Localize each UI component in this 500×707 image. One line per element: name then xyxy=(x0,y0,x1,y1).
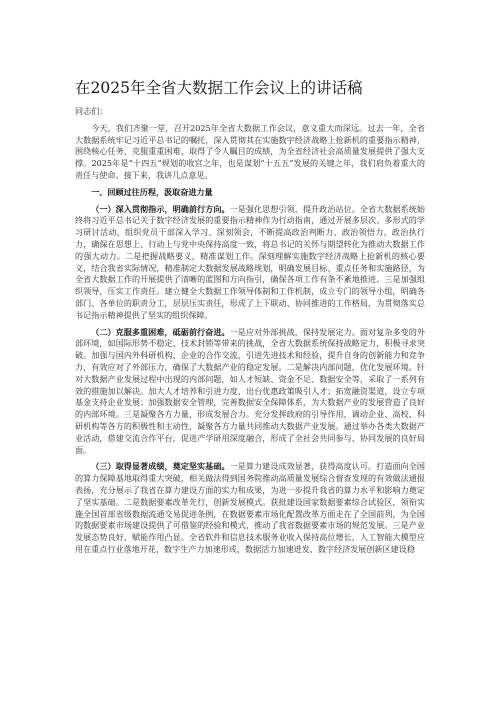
paragraph-1-lead: （一）深入贯彻指示，明确前行方向。 xyxy=(91,203,230,214)
paragraph-1-text: 一是强化思想引领，提升政治站位。全省大数据系统始终将习近平总书记关于数字经济发展的重要指示精神作为行动指南，通过开展多层次、多形式的学习研讨活动，组织党员干部深入学习、深刻领会，不断提高政治判断力、政治领悟力、政治执行力，确保在思想上、行动上与党中央保持高度一致，将总书记的关怀与期望转化为推动大数据工作的强大动力。二是把握战略要义，精准谋划工作。深刻理解实施数字经济战略上抢新机的核心要义，结合我省实际情况，精准制定大数据发展战略规划，明确发展目标、重点任务和实施路径，为全省大数据工作的开展提供了清晰的蓝图和方向指引，确保各项工作有条不紊地推进。三是加强组织领导，压实工作责任。建立健全大数据工作领导体制和工作机制，成立专门的领导小组，明确各部门、各单位的职责分工，层层压实责任，形成了上下联动、协同推进的工作格局，为贯彻落实总书记指示精神提供了坚实的组织保障。 xyxy=(75,203,425,320)
paragraph-2-lead: （二）克服多重困难，砥砺前行奋进。 xyxy=(91,326,230,337)
section-heading: 一、回顾过往历程，汲取奋进力量 xyxy=(91,186,213,197)
paragraph-1 xyxy=(75,204,425,322)
paragraph-3-text: 一是算力建设成效显著，获得高度认可。打造面向全国的算力保障基地取得重大突破，相关做法得到国务院推动高质量发展综合督查发现的有效做法通报表扬，充分展示了我省在算力建设方面的实力和成果，为进一步提升我省的算力水平和影响力奠定了坚实基础。二是数据要素改革先行，创新发展模式。获批建设国家数据要素综合试验区，领衔实施全国首部省级数据流通交易促进条例，在数据要素市场化配置改革方面走在了全国前列，为全国的数据要素市场建设提供了可借鉴的经验和模式，推动了我省数据要素市场的规范发展。三是产业发展态势良好，赋能作用凸显。全省软件和信息技术服务业收入保持高位增长，人工智能大模型应用在重点行业落地开花，数字生产力加速形成，数据活力加速迸发，数字经济发展创新区建设稳 xyxy=(75,461,425,554)
paragraph-2 xyxy=(75,327,425,457)
paragraph-2-text: 一是应对外部挑战，保持发展定力。面对复杂多变的外部环境，如国际形势不稳定、技术封锁等带来的挑战，全省大数据系统保持战略定力，积极寻求突破。加强与国内外科研机构、企业的合作交流，引进先进技术和经验，提升自身的创新能力和竞争力，有效应对了外部压力，确保了大数据产业的稳定发展。二是解决内部问题，优化发展环境。针对大数据产业发展过程中出现的内部问题，如人才短缺、资金不足、数据安全等，采取了一系列有效的措施加以解决。加大人才培养和引进力度，出台优惠政策吸引人才；拓宽融资渠道，设立专项基金支持企业发展；加强数据安全管理，完善数据安全保障体系，为大数据产业的发展营造了良好的内部环境。三是凝聚各方力量，形成发展合力。充分发挥政府的引导作用，调动企业、高校、科研机构等各方的积极性和主动性，凝聚各方力量共同推动大数据产业发展。通过举办各类大数据产业活动，搭建交流合作平台，促进产学研用深度融合，形成了全社会共同参与、协同发展的良好局面。 xyxy=(75,326,425,455)
intro-paragraph: 今天，我们齐聚一堂，召开2025年全省大数据工作会议，意义重大而深远。过去一年，全省大数据系统牢记习近平总书记的嘱托，深入贯彻其在实施数字经济战略上抢新机的重要指示精神，围绕核心任务，克服重重困难，取得了令人瞩目的成绩，为全省经济社会高质量发展提供了强大支撑。2025年是“十四五”规划的收官之年，也是谋划“十五五”发展的关键之年，我们肩负着重大的责任与使命。接下来，我讲几点意见。 xyxy=(75,122,425,180)
paragraph-3-lead: （三）取得显著成绩，奠定坚实基础。 xyxy=(91,461,230,472)
paragraph-3 xyxy=(75,461,425,555)
greeting: 同志们： xyxy=(75,106,108,116)
document-body xyxy=(75,106,425,561)
document-title: 在2025年全省大数据工作会议上的讲话稿 xyxy=(75,79,363,97)
